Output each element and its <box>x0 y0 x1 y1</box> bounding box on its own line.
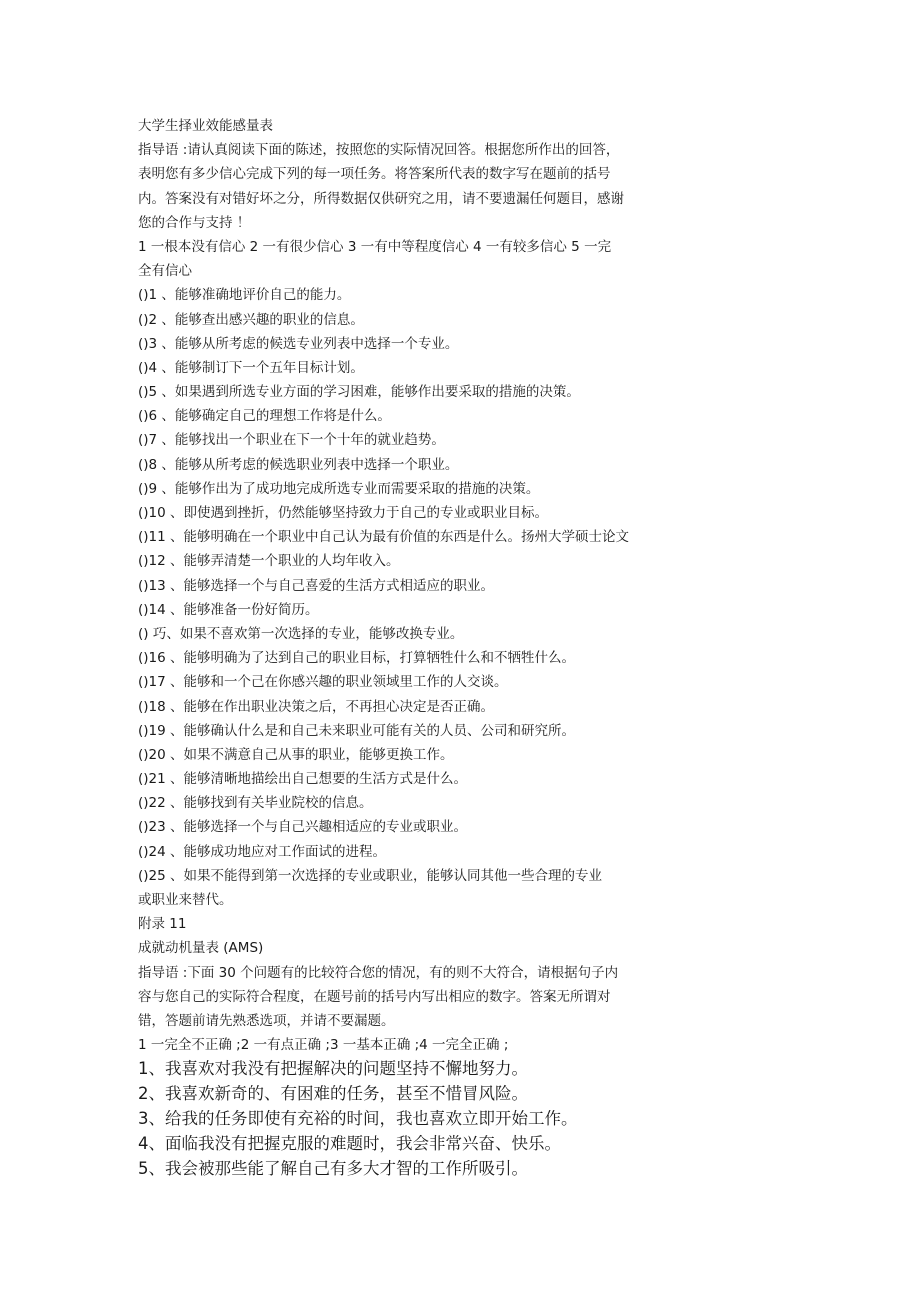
appendix-label: 附录 11 <box>138 916 187 933</box>
questionnaire-item: ()23 、能够选择一个与自己兴趣相适应的专业或职业。 <box>138 819 468 836</box>
questionnaire-item: ()5 、如果遇到所选专业方面的学习困难，能够作出要采取的措施的决策。 <box>138 384 580 401</box>
questionnaire-item: () 巧、如果不喜欢第一次选择的专业，能够改换专业。 <box>138 625 464 642</box>
questionnaire-item: ()2 、能够查出感兴趣的职业的信息。 <box>138 311 364 328</box>
instruction-line: 您的合作与支持 ！ <box>138 214 251 231</box>
questionnaire-item: ()22 、能够找到有关毕业院校的信息。 <box>138 795 373 812</box>
scale-title: 大学生择业效能感量表 <box>138 118 273 134</box>
questionnaire-item: ()16 、能够明确为了达到自己的职业目标，打算牺牲什么和不牺牲什么。 <box>138 650 576 667</box>
questionnaire-item: ()24 、能够成功地应对工作面试的进程。 <box>138 843 387 860</box>
instruction-line: 指导语 :请认真阅读下面的陈述，按照您的实际情况回答。根据您所作出的回答， <box>138 142 620 159</box>
questionnaire-item: 1、我喜欢对我没有把握解决的问题坚持不懈地努力。 <box>138 1059 528 1079</box>
questionnaire-item: 5、我会被那些能了解自己有多大才智的工作所吸引。 <box>138 1158 528 1178</box>
questionnaire-item: ()12 、能够弄清楚一个职业的人均年收入。 <box>138 553 400 570</box>
questionnaire-item: ()9 、能够作出为了成功地完成所选专业而需要采取的措施的决策。 <box>138 480 540 497</box>
questionnaire-item: ()8 、能够从所考虑的候选职业列表中选择一个职业。 <box>138 456 459 473</box>
instruction-line: 错，答题前请先熟悉选项，并请不要漏题。 <box>138 1012 395 1029</box>
questionnaire-item: ()17 、能够和一个己在你感兴趣的职业领域里工作的人交谈。 <box>138 674 508 691</box>
questionnaire-item: 3、给我的任务即使有充裕的时间，我也喜欢立即开始工作。 <box>138 1108 578 1128</box>
questionnaire-item: ()1 、能够准确地评价自己的能力。 <box>138 287 351 304</box>
questionnaire-item: ()4 、能够制订下一个五年目标计划。 <box>138 359 364 376</box>
document-page <box>138 114 698 1181</box>
questionnaire-item: 或职业来替代。 <box>138 892 233 908</box>
questionnaire-item: ()6 、能够确定自己的理想工作将是什么。 <box>138 408 391 425</box>
instruction-line: 容与您自己的实际符合程度，在题号前的括号内写出相应的数字。答案无所谓对 <box>138 988 611 1005</box>
questionnaire-item: ()14 、能够准备一份好简历。 <box>138 601 319 618</box>
questionnaire-item: 2、我喜欢新奇的、有困难的任务，甚至不惜冒风险。 <box>138 1084 528 1104</box>
questionnaire-item: ()18 、能够在作出职业决策之后，不再担心决定是否正确。 <box>138 698 495 715</box>
instruction-line: 指导语 :下面 30 个问题有的比较符合您的情况，有的则不大符合，请根据句子内 <box>138 964 619 981</box>
questionnaire-item: ()21 、能够清晰地描绘出自己想要的生活方式是什么。 <box>138 771 468 788</box>
questionnaire-item: ()10 、即使遇到挫折，仍然能够坚持致力于自己的专业或职业目标。 <box>138 505 549 521</box>
questionnaire-item: ()20 、如果不满意自己从事的职业，能够更换工作。 <box>138 746 454 763</box>
rating-scale: 1 一完全不正确 ;2 一有点正确 ;3 一基本正确 ;4 一完全正确 ; <box>138 1037 509 1054</box>
questionnaire-item: ()19 、能够确认什么是和自己未来职业可能有关的人员、公司和研究所。 <box>138 722 576 739</box>
instruction-line: 表明您有多少信心完成下列的每一项任务。将答案所代表的数字写在题前的括号 <box>138 166 611 183</box>
scale-title: 成就动机量表 (AMS) <box>138 940 264 957</box>
rating-scale: 1 一根本没有信心 2 一有很少信心 3 一有中等程度信心 4 一有较多信心 5 一完 <box>138 238 612 255</box>
questionnaire-item: 4、面临我没有把握克服的难题时，我会非常兴奋、快乐。 <box>138 1133 561 1153</box>
questionnaire-item: ()3 、能够从所考虑的候选专业列表中选择一个专业。 <box>138 335 459 352</box>
questionnaire-item: ()13 、能够选择一个与自己喜爱的生活方式相适应的职业。 <box>138 577 495 594</box>
questionnaire-item: ()7 、能够找出一个职业在下一个十年的就业趋势。 <box>138 432 445 449</box>
questionnaire-item: ()11 、能够明确在一个职业中自己认为最有价值的东西是什么。扬州大学硕士论文 <box>138 529 630 546</box>
questionnaire-item: ()25 、如果不能得到第一次选择的专业或职业，能够认同其他一些合理的专业 <box>138 867 603 884</box>
instruction-line: 内。答案没有对错好坏之分，所得数据仅供研究之用，请不要遗漏任何题目，感谢 <box>138 190 624 207</box>
rating-scale: 全有信心 <box>138 263 192 280</box>
